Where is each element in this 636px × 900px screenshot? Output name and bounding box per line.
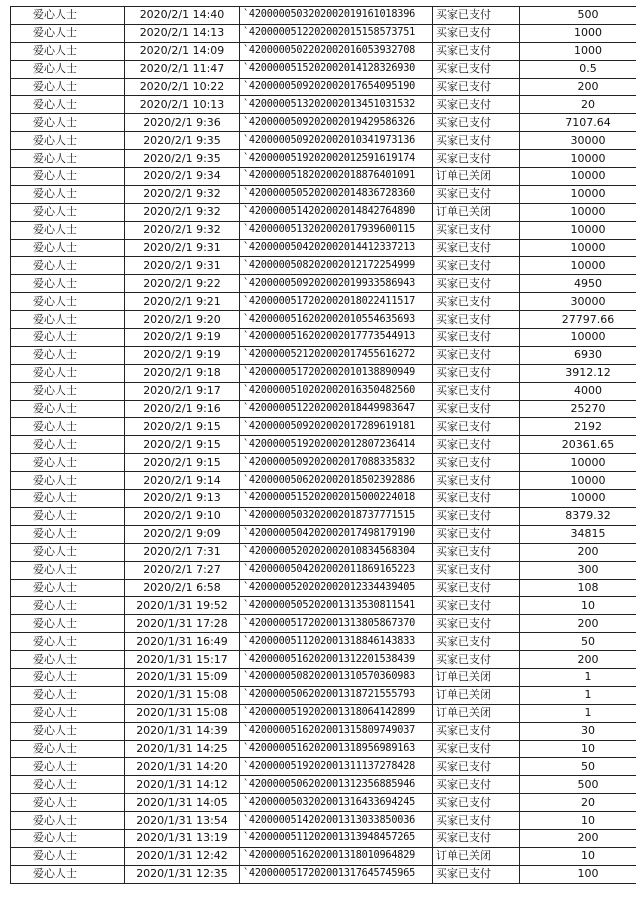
donor-name-cell: 爱心人士 bbox=[11, 293, 125, 311]
timestamp-cell: 2020/2/1 9:18 bbox=[125, 364, 240, 382]
payment-status-cell: 买家已支付 bbox=[433, 507, 520, 525]
order-number-cell: `4200000516202001315809749037 bbox=[240, 722, 433, 740]
donor-name-cell: 爱心人士 bbox=[11, 597, 125, 615]
donor-name-cell: 爱心人士 bbox=[11, 24, 125, 42]
amount-cell: 10000 bbox=[520, 168, 636, 186]
donor-name-cell: 爱心人士 bbox=[11, 829, 125, 847]
table-row bbox=[11, 794, 636, 812]
order-number-cell: `4200000517202002010138890949 bbox=[240, 364, 433, 382]
table-row bbox=[11, 722, 636, 740]
amount-cell: 300 bbox=[520, 561, 636, 579]
timestamp-cell: 2020/1/31 14:20 bbox=[125, 758, 240, 776]
payment-status-cell: 买家已支付 bbox=[433, 221, 520, 239]
payment-status-cell: 买家已支付 bbox=[433, 651, 520, 669]
timestamp-cell: 2020/2/1 10:13 bbox=[125, 96, 240, 114]
timestamp-cell: 2020/2/1 9:22 bbox=[125, 275, 240, 293]
amount-cell: 1000 bbox=[520, 24, 636, 42]
table-row bbox=[11, 364, 636, 382]
donor-name-cell: 爱心人士 bbox=[11, 311, 125, 329]
order-number-cell: `4200000504202002011869165223 bbox=[240, 561, 433, 579]
order-number-cell: `4200000504202002017498179190 bbox=[240, 525, 433, 543]
order-number-cell: `4200000509202002010341973136 bbox=[240, 132, 433, 150]
donor-name-cell: 爱心人士 bbox=[11, 722, 125, 740]
timestamp-cell: 2020/2/1 9:19 bbox=[125, 346, 240, 364]
payment-status-cell: 买家已支付 bbox=[433, 329, 520, 347]
timestamp-cell: 2020/2/1 7:31 bbox=[125, 543, 240, 561]
timestamp-cell: 2020/1/31 14:05 bbox=[125, 794, 240, 812]
donor-name-cell: 爱心人士 bbox=[11, 454, 125, 472]
timestamp-cell: 2020/2/1 7:27 bbox=[125, 561, 240, 579]
amount-cell: 6930 bbox=[520, 346, 636, 364]
donor-name-cell: 爱心人士 bbox=[11, 239, 125, 257]
timestamp-cell: 2020/2/1 9:35 bbox=[125, 150, 240, 168]
amount-cell: 200 bbox=[520, 651, 636, 669]
amount-cell: 200 bbox=[520, 615, 636, 633]
table-row bbox=[11, 203, 636, 221]
payment-status-cell: 买家已支付 bbox=[433, 364, 520, 382]
amount-cell: 7107.64 bbox=[520, 114, 636, 132]
donor-name-cell: 爱心人士 bbox=[11, 364, 125, 382]
timestamp-cell: 2020/1/31 15:09 bbox=[125, 668, 240, 686]
amount-cell: 500 bbox=[520, 776, 636, 794]
timestamp-cell: 2020/2/1 9:14 bbox=[125, 472, 240, 490]
order-number-cell: `4200000516202002017773544913 bbox=[240, 329, 433, 347]
timestamp-cell: 2020/2/1 10:22 bbox=[125, 78, 240, 96]
donor-name-cell: 爱心人士 bbox=[11, 651, 125, 669]
timestamp-cell: 2020/1/31 13:19 bbox=[125, 829, 240, 847]
payment-status-cell: 买家已支付 bbox=[433, 776, 520, 794]
table-row bbox=[11, 185, 636, 203]
table-row bbox=[11, 490, 636, 508]
table-row bbox=[11, 812, 636, 830]
order-number-cell: `4200000511202001318846143833 bbox=[240, 633, 433, 651]
amount-cell: 30000 bbox=[520, 132, 636, 150]
table-row bbox=[11, 293, 636, 311]
timestamp-cell: 2020/1/31 16:49 bbox=[125, 633, 240, 651]
table-row bbox=[11, 346, 636, 364]
order-number-cell: `4200000509202002017088335832 bbox=[240, 454, 433, 472]
table-row bbox=[11, 579, 636, 597]
payment-status-cell: 买家已支付 bbox=[433, 311, 520, 329]
payment-status-cell: 买家已支付 bbox=[433, 7, 520, 25]
table-row bbox=[11, 311, 636, 329]
order-number-cell: `4200000519202002012591619174 bbox=[240, 150, 433, 168]
order-number-cell: `4200000516202001312201538439 bbox=[240, 651, 433, 669]
order-number-cell: `4200000508202002012172254999 bbox=[240, 257, 433, 275]
order-number-cell: `4200000517202002018022411517 bbox=[240, 293, 433, 311]
donor-name-cell: 爱心人士 bbox=[11, 96, 125, 114]
timestamp-cell: 2020/2/1 14:09 bbox=[125, 42, 240, 60]
table-row bbox=[11, 829, 636, 847]
timestamp-cell: 2020/2/1 9:35 bbox=[125, 132, 240, 150]
amount-cell: 1 bbox=[520, 668, 636, 686]
payment-status-cell: 买家已支付 bbox=[433, 150, 520, 168]
timestamp-cell: 2020/2/1 14:13 bbox=[125, 24, 240, 42]
payment-status-cell: 买家已支付 bbox=[433, 740, 520, 758]
table-row bbox=[11, 382, 636, 400]
donor-name-cell: 爱心人士 bbox=[11, 758, 125, 776]
donor-name-cell: 爱心人士 bbox=[11, 418, 125, 436]
order-number-cell: `4200000521202002017455616272 bbox=[240, 346, 433, 364]
order-number-cell: `4200000517202001313805867370 bbox=[240, 615, 433, 633]
order-number-cell: `4200000514202002014842764890 bbox=[240, 203, 433, 221]
payment-status-cell: 买家已支付 bbox=[433, 865, 520, 883]
amount-cell: 30000 bbox=[520, 293, 636, 311]
amount-cell: 25270 bbox=[520, 400, 636, 418]
donor-name-cell: 爱心人士 bbox=[11, 436, 125, 454]
table-row bbox=[11, 24, 636, 42]
order-number-cell: `4200000519202001318064142899 bbox=[240, 704, 433, 722]
payment-status-cell: 订单已关闭 bbox=[433, 686, 520, 704]
donor-name-cell: 爱心人士 bbox=[11, 185, 125, 203]
order-number-cell: `4200000512202002018449983647 bbox=[240, 400, 433, 418]
donation-table bbox=[10, 6, 636, 884]
payment-status-cell: 买家已支付 bbox=[433, 615, 520, 633]
order-number-cell: `4200000503202001316433694245 bbox=[240, 794, 433, 812]
payment-status-cell: 买家已支付 bbox=[433, 579, 520, 597]
timestamp-cell: 2020/2/1 9:32 bbox=[125, 221, 240, 239]
amount-cell: 4950 bbox=[520, 275, 636, 293]
amount-cell: 10000 bbox=[520, 454, 636, 472]
amount-cell: 50 bbox=[520, 758, 636, 776]
table-row bbox=[11, 400, 636, 418]
amount-cell: 200 bbox=[520, 829, 636, 847]
amount-cell: 10000 bbox=[520, 329, 636, 347]
order-number-cell: `4200000502202002016053932708 bbox=[240, 42, 433, 60]
amount-cell: 200 bbox=[520, 543, 636, 561]
payment-status-cell: 买家已支付 bbox=[433, 829, 520, 847]
table-row bbox=[11, 42, 636, 60]
amount-cell: 10000 bbox=[520, 472, 636, 490]
amount-cell: 10000 bbox=[520, 185, 636, 203]
order-number-cell: `4200000511202001313948457265 bbox=[240, 829, 433, 847]
order-number-cell: `4200000520202002012334439405 bbox=[240, 579, 433, 597]
timestamp-cell: 2020/2/1 9:15 bbox=[125, 436, 240, 454]
timestamp-cell: 2020/1/31 14:39 bbox=[125, 722, 240, 740]
amount-cell: 500 bbox=[520, 7, 636, 25]
order-number-cell: `4200000505202002014836728360 bbox=[240, 185, 433, 203]
donor-name-cell: 爱心人士 bbox=[11, 382, 125, 400]
timestamp-cell: 2020/2/1 9:17 bbox=[125, 382, 240, 400]
order-number-cell: `4200000503202002018737771515 bbox=[240, 507, 433, 525]
donor-name-cell: 爱心人士 bbox=[11, 203, 125, 221]
donor-name-cell: 爱心人士 bbox=[11, 168, 125, 186]
amount-cell: 10000 bbox=[520, 490, 636, 508]
payment-status-cell: 订单已关闭 bbox=[433, 168, 520, 186]
timestamp-cell: 2020/2/1 9:32 bbox=[125, 203, 240, 221]
payment-status-cell: 买家已支付 bbox=[433, 436, 520, 454]
timestamp-cell: 2020/1/31 12:42 bbox=[125, 847, 240, 865]
timestamp-cell: 2020/2/1 9:21 bbox=[125, 293, 240, 311]
amount-cell: 2192 bbox=[520, 418, 636, 436]
timestamp-cell: 2020/2/1 9:10 bbox=[125, 507, 240, 525]
table-row bbox=[11, 776, 636, 794]
payment-status-cell: 买家已支付 bbox=[433, 60, 520, 78]
timestamp-cell: 2020/1/31 17:28 bbox=[125, 615, 240, 633]
payment-status-cell: 订单已关闭 bbox=[433, 704, 520, 722]
amount-cell: 108 bbox=[520, 579, 636, 597]
table-row bbox=[11, 865, 636, 883]
donor-name-cell: 爱心人士 bbox=[11, 114, 125, 132]
table-row bbox=[11, 758, 636, 776]
timestamp-cell: 2020/1/31 15:17 bbox=[125, 651, 240, 669]
timestamp-cell: 2020/2/1 9:09 bbox=[125, 525, 240, 543]
order-number-cell: `4200000503202002019161018396 bbox=[240, 7, 433, 25]
payment-status-cell: 买家已支付 bbox=[433, 42, 520, 60]
order-number-cell: `4200000518202002018876401091 bbox=[240, 168, 433, 186]
amount-cell: 1 bbox=[520, 704, 636, 722]
table-row bbox=[11, 132, 636, 150]
amount-cell: 200 bbox=[520, 78, 636, 96]
order-number-cell: `4200000515202002015000224018 bbox=[240, 490, 433, 508]
order-number-cell: `4200000506202002018502392886 bbox=[240, 472, 433, 490]
payment-status-cell: 买家已支付 bbox=[433, 633, 520, 651]
order-number-cell: `4200000520202002010834568304 bbox=[240, 543, 433, 561]
donor-name-cell: 爱心人士 bbox=[11, 865, 125, 883]
timestamp-cell: 2020/2/1 9:31 bbox=[125, 239, 240, 257]
payment-status-cell: 买家已支付 bbox=[433, 758, 520, 776]
order-number-cell: `4200000512202002015158573751 bbox=[240, 24, 433, 42]
donor-name-cell: 爱心人士 bbox=[11, 525, 125, 543]
donor-name-cell: 爱心人士 bbox=[11, 7, 125, 25]
payment-status-cell: 买家已支付 bbox=[433, 561, 520, 579]
timestamp-cell: 2020/2/1 9:36 bbox=[125, 114, 240, 132]
amount-cell: 10 bbox=[520, 740, 636, 758]
donor-name-cell: 爱心人士 bbox=[11, 507, 125, 525]
payment-status-cell: 买家已支付 bbox=[433, 812, 520, 830]
table-row bbox=[11, 507, 636, 525]
table-row bbox=[11, 651, 636, 669]
amount-cell: 8379.32 bbox=[520, 507, 636, 525]
amount-cell: 10000 bbox=[520, 203, 636, 221]
timestamp-cell: 2020/2/1 9:15 bbox=[125, 454, 240, 472]
table-row bbox=[11, 257, 636, 275]
table-row bbox=[11, 418, 636, 436]
amount-cell: 4000 bbox=[520, 382, 636, 400]
timestamp-cell: 2020/2/1 9:13 bbox=[125, 490, 240, 508]
order-number-cell: `4200000509202002017654095190 bbox=[240, 78, 433, 96]
payment-status-cell: 买家已支付 bbox=[433, 794, 520, 812]
order-number-cell: `4200000506202001318721555793 bbox=[240, 686, 433, 704]
donor-name-cell: 爱心人士 bbox=[11, 561, 125, 579]
order-number-cell: `4200000504202002014412337213 bbox=[240, 239, 433, 257]
donor-name-cell: 爱心人士 bbox=[11, 686, 125, 704]
order-number-cell: `4200000516202001318010964829 bbox=[240, 847, 433, 865]
payment-status-cell: 订单已关闭 bbox=[433, 847, 520, 865]
amount-cell: 10000 bbox=[520, 221, 636, 239]
donor-name-cell: 爱心人士 bbox=[11, 615, 125, 633]
timestamp-cell: 2020/1/31 13:54 bbox=[125, 812, 240, 830]
payment-status-cell: 买家已支付 bbox=[433, 24, 520, 42]
amount-cell: 10000 bbox=[520, 150, 636, 168]
order-number-cell: `4200000513202002017939600115 bbox=[240, 221, 433, 239]
amount-cell: 50 bbox=[520, 633, 636, 651]
payment-status-cell: 买家已支付 bbox=[433, 293, 520, 311]
donor-name-cell: 爱心人士 bbox=[11, 543, 125, 561]
amount-cell: 20 bbox=[520, 794, 636, 812]
amount-cell: 10 bbox=[520, 812, 636, 830]
payment-status-cell: 买家已支付 bbox=[433, 96, 520, 114]
donor-name-cell: 爱心人士 bbox=[11, 132, 125, 150]
table-row bbox=[11, 543, 636, 561]
table-row bbox=[11, 239, 636, 257]
table-row bbox=[11, 114, 636, 132]
payment-status-cell: 买家已支付 bbox=[433, 132, 520, 150]
timestamp-cell: 2020/1/31 15:08 bbox=[125, 704, 240, 722]
timestamp-cell: 2020/2/1 11:47 bbox=[125, 60, 240, 78]
order-number-cell: `4200000508202001310570360983 bbox=[240, 668, 433, 686]
payment-status-cell: 买家已支付 bbox=[433, 722, 520, 740]
payment-status-cell: 买家已支付 bbox=[433, 185, 520, 203]
payment-status-cell: 买家已支付 bbox=[433, 114, 520, 132]
order-number-cell: `4200000519202001311137278428 bbox=[240, 758, 433, 776]
order-number-cell: `4200000517202001317645745965 bbox=[240, 865, 433, 883]
timestamp-cell: 2020/1/31 19:52 bbox=[125, 597, 240, 615]
amount-cell: 10000 bbox=[520, 257, 636, 275]
donor-name-cell: 爱心人士 bbox=[11, 329, 125, 347]
payment-status-cell: 买家已支付 bbox=[433, 275, 520, 293]
order-number-cell: `4200000519202002012807236414 bbox=[240, 436, 433, 454]
timestamp-cell: 2020/2/1 9:15 bbox=[125, 418, 240, 436]
order-number-cell: `4200000516202001318956989163 bbox=[240, 740, 433, 758]
donor-name-cell: 爱心人士 bbox=[11, 472, 125, 490]
donor-name-cell: 爱心人士 bbox=[11, 257, 125, 275]
timestamp-cell: 2020/2/1 14:40 bbox=[125, 7, 240, 25]
table-row bbox=[11, 329, 636, 347]
donor-name-cell: 爱心人士 bbox=[11, 400, 125, 418]
table-row bbox=[11, 597, 636, 615]
payment-status-cell: 买家已支付 bbox=[433, 597, 520, 615]
table-row bbox=[11, 472, 636, 490]
timestamp-cell: 2020/1/31 12:35 bbox=[125, 865, 240, 883]
donor-name-cell: 爱心人士 bbox=[11, 42, 125, 60]
donor-name-cell: 爱心人士 bbox=[11, 60, 125, 78]
order-number-cell: `4200000516202002010554635693 bbox=[240, 311, 433, 329]
donor-name-cell: 爱心人士 bbox=[11, 847, 125, 865]
order-number-cell: `4200000509202002017289619181 bbox=[240, 418, 433, 436]
payment-status-cell: 买家已支付 bbox=[433, 239, 520, 257]
donor-name-cell: 爱心人士 bbox=[11, 346, 125, 364]
order-number-cell: `4200000505202001313530811541 bbox=[240, 597, 433, 615]
order-number-cell: `4200000509202002019429586326 bbox=[240, 114, 433, 132]
table-row bbox=[11, 60, 636, 78]
donor-name-cell: 爱心人士 bbox=[11, 150, 125, 168]
payment-status-cell: 买家已支付 bbox=[433, 382, 520, 400]
table-row bbox=[11, 686, 636, 704]
timestamp-cell: 2020/1/31 14:25 bbox=[125, 740, 240, 758]
timestamp-cell: 2020/2/1 9:19 bbox=[125, 329, 240, 347]
payment-status-cell: 订单已关闭 bbox=[433, 668, 520, 686]
amount-cell: 3912.12 bbox=[520, 364, 636, 382]
donor-name-cell: 爱心人士 bbox=[11, 740, 125, 758]
order-number-cell: `4200000513202002013451031532 bbox=[240, 96, 433, 114]
donor-name-cell: 爱心人士 bbox=[11, 668, 125, 686]
table-row bbox=[11, 633, 636, 651]
timestamp-cell: 2020/1/31 15:08 bbox=[125, 686, 240, 704]
timestamp-cell: 2020/1/31 14:12 bbox=[125, 776, 240, 794]
table-row bbox=[11, 454, 636, 472]
payment-status-cell: 买家已支付 bbox=[433, 454, 520, 472]
amount-cell: 27797.66 bbox=[520, 311, 636, 329]
order-number-cell: `4200000514202001313033850036 bbox=[240, 812, 433, 830]
donor-name-cell: 爱心人士 bbox=[11, 794, 125, 812]
amount-cell: 20 bbox=[520, 96, 636, 114]
donation-table-body bbox=[11, 7, 636, 884]
amount-cell: 0.5 bbox=[520, 60, 636, 78]
timestamp-cell: 2020/2/1 9:20 bbox=[125, 311, 240, 329]
order-number-cell: `4200000510202002016350482560 bbox=[240, 382, 433, 400]
table-row bbox=[11, 78, 636, 96]
timestamp-cell: 2020/2/1 6:58 bbox=[125, 579, 240, 597]
table-row bbox=[11, 668, 636, 686]
donor-name-cell: 爱心人士 bbox=[11, 579, 125, 597]
payment-status-cell: 买家已支付 bbox=[433, 346, 520, 364]
donor-name-cell: 爱心人士 bbox=[11, 275, 125, 293]
amount-cell: 30 bbox=[520, 722, 636, 740]
table-row bbox=[11, 615, 636, 633]
payment-status-cell: 买家已支付 bbox=[433, 418, 520, 436]
table-row bbox=[11, 7, 636, 25]
amount-cell: 10 bbox=[520, 597, 636, 615]
donor-name-cell: 爱心人士 bbox=[11, 704, 125, 722]
donor-name-cell: 爱心人士 bbox=[11, 776, 125, 794]
table-row bbox=[11, 847, 636, 865]
order-number-cell: `4200000506202001312356885946 bbox=[240, 776, 433, 794]
table-row bbox=[11, 275, 636, 293]
timestamp-cell: 2020/2/1 9:16 bbox=[125, 400, 240, 418]
table-row bbox=[11, 221, 636, 239]
amount-cell: 10 bbox=[520, 847, 636, 865]
payment-status-cell: 买家已支付 bbox=[433, 78, 520, 96]
amount-cell: 100 bbox=[520, 865, 636, 883]
table-row bbox=[11, 150, 636, 168]
table-row bbox=[11, 561, 636, 579]
payment-status-cell: 买家已支付 bbox=[433, 525, 520, 543]
donor-name-cell: 爱心人士 bbox=[11, 490, 125, 508]
payment-status-cell: 买家已支付 bbox=[433, 490, 520, 508]
timestamp-cell: 2020/2/1 9:31 bbox=[125, 257, 240, 275]
payment-status-cell: 买家已支付 bbox=[433, 543, 520, 561]
amount-cell: 10000 bbox=[520, 239, 636, 257]
amount-cell: 1 bbox=[520, 686, 636, 704]
payment-status-cell: 买家已支付 bbox=[433, 400, 520, 418]
donor-name-cell: 爱心人士 bbox=[11, 812, 125, 830]
table-row bbox=[11, 436, 636, 454]
order-number-cell: `4200000515202002014128326930 bbox=[240, 60, 433, 78]
order-number-cell: `4200000509202002019933586943 bbox=[240, 275, 433, 293]
table-row bbox=[11, 96, 636, 114]
donor-name-cell: 爱心人士 bbox=[11, 78, 125, 96]
payment-status-cell: 买家已支付 bbox=[433, 472, 520, 490]
payment-status-cell: 订单已关闭 bbox=[433, 203, 520, 221]
amount-cell: 34815 bbox=[520, 525, 636, 543]
table-row bbox=[11, 525, 636, 543]
donor-name-cell: 爱心人士 bbox=[11, 221, 125, 239]
donor-name-cell: 爱心人士 bbox=[11, 633, 125, 651]
amount-cell: 20361.65 bbox=[520, 436, 636, 454]
payment-status-cell: 买家已支付 bbox=[433, 257, 520, 275]
table-row bbox=[11, 740, 636, 758]
table-row bbox=[11, 168, 636, 186]
timestamp-cell: 2020/2/1 9:34 bbox=[125, 168, 240, 186]
amount-cell: 1000 bbox=[520, 42, 636, 60]
table-row bbox=[11, 704, 636, 722]
timestamp-cell: 2020/2/1 9:32 bbox=[125, 185, 240, 203]
